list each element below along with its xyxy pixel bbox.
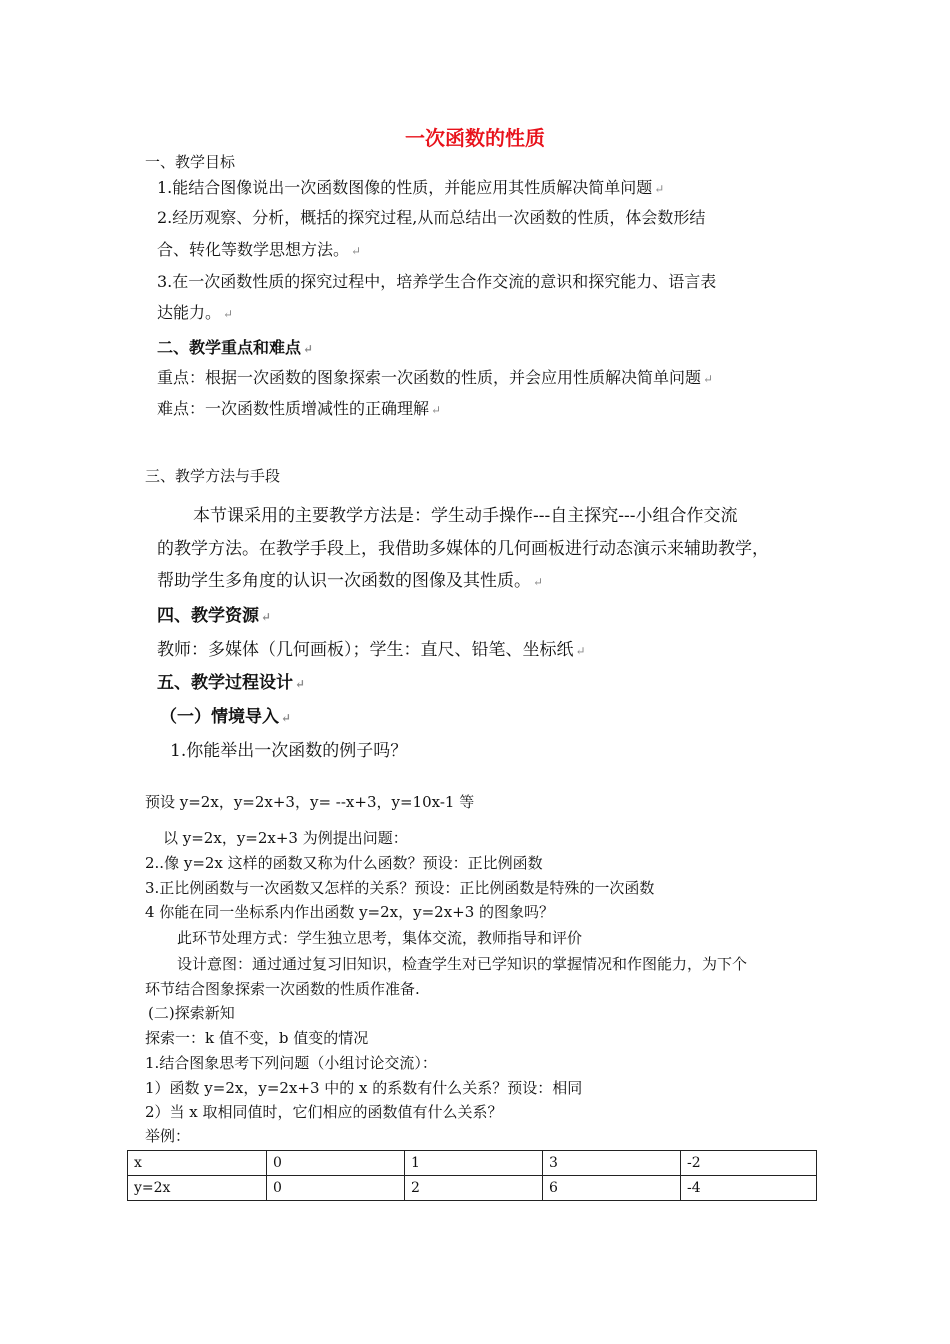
paragraph-mark-icon: ↵ <box>431 403 442 417</box>
paragraph-mark-icon: ↵ <box>303 342 314 356</box>
section4-heading-text: 四、教学资源 <box>157 606 259 626</box>
section1-heading: 一、教学目标 <box>145 153 236 171</box>
section4-heading <box>157 606 271 626</box>
preset-examples: 预设 y=2x，y=2x+3，y= --x+3，y=10x-1 等 <box>145 793 475 811</box>
difficulty-point-text: 难点：一次函数性质增减性的正确理解 <box>157 399 430 418</box>
table-row <box>128 1176 817 1201</box>
table-cell: x <box>128 1151 267 1176</box>
section5-heading-text: 五、教学过程设计 <box>157 673 293 693</box>
example-intro: 以 y=2x，y=2x+3 为例提出问题： <box>163 829 408 847</box>
resources <box>157 640 586 660</box>
paragraph-mark-icon: ↵ <box>703 372 714 386</box>
section3-heading: 三、教学方法与手段 <box>145 467 281 485</box>
table-cell: 1 <box>405 1151 543 1176</box>
goal-2-line1: 2.经历观察、分析，概括的探究过程,从而总结出一次函数的性质，体会数形结 <box>157 208 706 227</box>
paragraph-mark-icon: ↵ <box>654 182 665 196</box>
subsection2-heading: (二)探索新知 <box>148 1004 235 1022</box>
think-question-1: 1）函数 y=2x，y=2x+3 中的 x 的系数有什么关系？预设：相同 <box>145 1079 583 1097</box>
goal-3-line1: 3.在一次函数性质的探究过程中，培养学生合作交流的意识和探究能力、语言表 <box>157 272 717 291</box>
goal-3-line2 <box>157 303 233 322</box>
key-point-text: 重点：根据一次函数的图象探索一次函数的性质，并会应用性质解决简单问题 <box>157 368 702 387</box>
goal-2-line2 <box>157 240 361 259</box>
paragraph-mark-icon: ↵ <box>351 244 362 258</box>
goal-1 <box>157 178 664 197</box>
section2-heading-text: 二、教学重点和难点 <box>157 338 302 357</box>
think-prompt: 1.结合图象思考下列问题（小组讨论交流）： <box>145 1054 437 1072</box>
method-line3 <box>157 571 543 591</box>
design-intent-line1: 设计意图：通过通过复习旧知识，检查学生对已学知识的掌握情况和作图能力，为下个 <box>177 955 748 973</box>
question-4: 4 你能在同一坐标系内作出函数 y=2x，y=2x+3 的图象吗？ <box>145 903 555 921</box>
table-cell: 3 <box>543 1151 681 1176</box>
section5-heading <box>157 673 305 693</box>
document-title: 一次函数的性质 <box>405 126 545 150</box>
method-line1: 本节课采用的主要教学方法是：学生动手操作---自主探究---小组合作交流 <box>193 506 738 526</box>
difficulty-point <box>157 399 441 418</box>
table-cell: 6 <box>543 1176 681 1201</box>
table-cell: -2 <box>681 1151 817 1176</box>
paragraph-mark-icon: ↵ <box>281 711 292 725</box>
design-intent-line2: 环节结合图象探索一次函数的性质作准备. <box>145 980 420 998</box>
paragraph-mark-icon: ↵ <box>575 644 586 658</box>
table-cell: 0 <box>267 1151 405 1176</box>
subsection1-heading-text: （一）情境导入 <box>160 707 279 727</box>
paragraph-mark-icon: ↵ <box>261 610 272 624</box>
goal-2-line2-text: 合、转化等数学思想方法。 <box>157 240 350 259</box>
question-1: 1.你能举出一次函数的例子吗？ <box>170 741 408 761</box>
think-question-2: 2）当 x 取相同值时，它们相应的函数值有什么关系？ <box>145 1103 503 1121</box>
paragraph-mark-icon: ↵ <box>533 575 544 589</box>
method-line2: 的教学方法。在教学手段上，我借助多媒体的几何画板进行动态演示来辅助教学， <box>157 539 769 559</box>
table-cell: 0 <box>267 1176 405 1201</box>
table-row <box>128 1151 817 1176</box>
table-cell: y=2x <box>128 1176 267 1201</box>
subsection1-heading <box>160 707 291 727</box>
values-table <box>127 1150 817 1201</box>
table-cell: -4 <box>681 1176 817 1201</box>
goal-3-line2-text: 达能力。 <box>157 303 222 322</box>
example-label: 举例： <box>145 1127 191 1145</box>
paragraph-mark-icon: ↵ <box>223 307 234 321</box>
paragraph-mark-icon: ↵ <box>295 677 306 691</box>
table-cell: 2 <box>405 1176 543 1201</box>
goal-1-text: 1.能结合图像说出一次函数图像的性质，并能应用其性质解决简单问题 <box>157 178 653 197</box>
question-3: 3.正比例函数与一次函数又怎样的关系？预设：正比例函数是特殊的一次函数 <box>145 879 655 897</box>
section2-heading <box>157 338 313 357</box>
resources-text: 教师：多媒体（几何画板）；学生：直尺、铅笔、坐标纸 <box>157 640 574 660</box>
question-2: 2..像 y=2x 这样的函数又称为什么函数？预设：正比例函数 <box>145 854 543 872</box>
handling-note: 此环节处理方式：学生独立思考，集体交流，教师指导和评价 <box>177 929 583 947</box>
method-line3-text: 帮助学生多角度的认识一次函数的图像及其性质。 <box>157 571 531 591</box>
key-point <box>157 368 713 387</box>
explore-1: 探索一：k 值不变，b 值变的情况 <box>145 1029 369 1047</box>
